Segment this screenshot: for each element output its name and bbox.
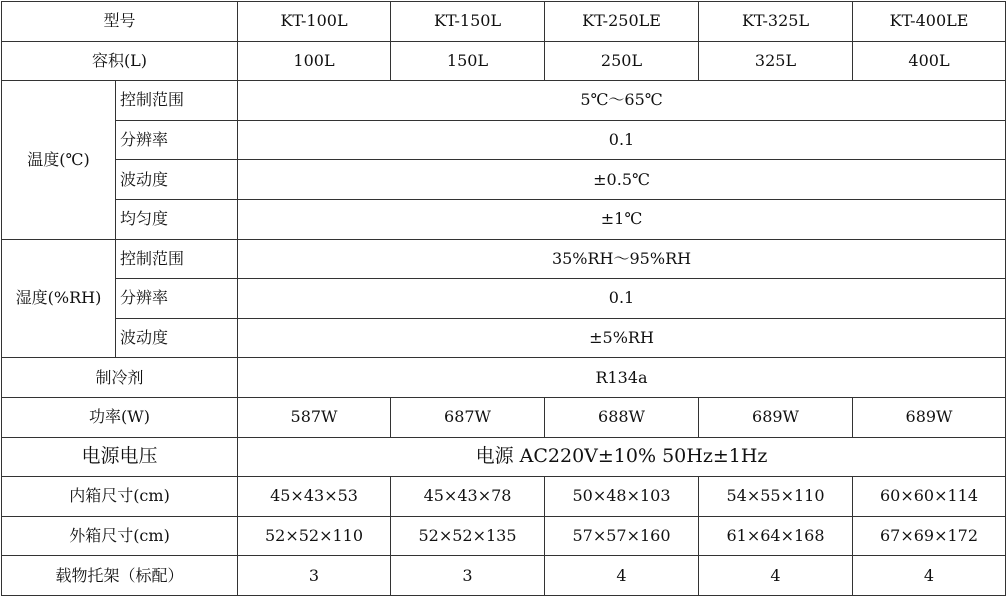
humidity-value: ±5%RH	[238, 318, 1006, 358]
temperature-sub-label: 波动度	[116, 160, 238, 200]
power-cell: 689W	[699, 397, 853, 437]
humidity-sub-label: 控制范围	[116, 239, 238, 279]
power-cell: 587W	[238, 397, 391, 437]
humidity-sub-label: 波动度	[116, 318, 238, 358]
temperature-row	[2, 81, 1006, 121]
power-label: 功率(W)	[2, 397, 238, 437]
temperature-sub-label: 分辨率	[116, 120, 238, 160]
shelves-cell: 4	[699, 556, 853, 596]
volume-cell: 150L	[391, 41, 545, 81]
volume-row	[2, 41, 1006, 81]
outer-size-row	[2, 516, 1006, 556]
humidity-value: 0.1	[238, 279, 1006, 319]
model-row	[2, 2, 1006, 42]
shelves-cell: 4	[853, 556, 1006, 596]
power-cell: 688W	[545, 397, 699, 437]
model-cell: KT-150L	[391, 2, 545, 42]
humidity-value: 35%RH～95%RH	[238, 239, 1006, 279]
outer-size-cell: 61×64×168	[699, 516, 853, 556]
humidity-sub-label: 分辨率	[116, 279, 238, 319]
refrigerant-row	[2, 358, 1006, 398]
supply-label: 电源电压	[2, 437, 238, 477]
inner-size-cell: 45×43×78	[391, 477, 545, 517]
shelves-cell: 4	[545, 556, 699, 596]
inner-size-cell: 54×55×110	[699, 477, 853, 517]
model-cell: KT-100L	[238, 2, 391, 42]
humidity-row	[2, 239, 1006, 279]
outer-size-cell: 67×69×172	[853, 516, 1006, 556]
shelves-cell: 3	[238, 556, 391, 596]
volume-cell: 100L	[238, 41, 391, 81]
volume-label: 容积(L)	[2, 41, 238, 81]
humidity-row	[2, 279, 1006, 319]
outer-size-cell: 52×52×135	[391, 516, 545, 556]
model-cell: KT-400LE	[853, 2, 1006, 42]
outer-size-cell: 57×57×160	[545, 516, 699, 556]
temperature-row	[2, 120, 1006, 160]
volume-cell: 250L	[545, 41, 699, 81]
supply-row	[2, 437, 1006, 477]
power-cell: 689W	[853, 397, 1006, 437]
temperature-value: 5℃～65℃	[238, 81, 1006, 121]
temperature-sub-label: 均匀度	[116, 199, 238, 239]
outer-size-cell: 52×52×110	[238, 516, 391, 556]
outer-size-label: 外箱尺寸(cm)	[2, 516, 238, 556]
inner-size-cell: 60×60×114	[853, 477, 1006, 517]
volume-cell: 400L	[853, 41, 1006, 81]
model-cell: KT-325L	[699, 2, 853, 42]
power-row	[2, 397, 1006, 437]
humidity-group-label: 湿度(%RH)	[2, 239, 116, 358]
temperature-sub-label: 控制范围	[116, 81, 238, 121]
shelves-label: 载物托架（标配）	[2, 556, 238, 596]
inner-size-row	[2, 477, 1006, 517]
humidity-row	[2, 318, 1006, 358]
spec-table	[1, 1, 1006, 596]
temperature-value: 0.1	[238, 120, 1006, 160]
inner-size-cell: 50×48×103	[545, 477, 699, 517]
shelves-cell: 3	[391, 556, 545, 596]
shelves-row	[2, 556, 1006, 596]
temperature-row	[2, 199, 1006, 239]
model-label: 型号	[2, 2, 238, 42]
temperature-group-label: 温度(℃)	[2, 81, 116, 239]
inner-size-cell: 45×43×53	[238, 477, 391, 517]
model-cell: KT-250LE	[545, 2, 699, 42]
supply-value: 电源 AC220V±10% 50Hz±1Hz	[238, 437, 1006, 477]
temperature-row	[2, 160, 1006, 200]
temperature-value: ±1℃	[238, 199, 1006, 239]
volume-cell: 325L	[699, 41, 853, 81]
temperature-value: ±0.5℃	[238, 160, 1006, 200]
power-cell: 687W	[391, 397, 545, 437]
refrigerant-label: 制冷剂	[2, 358, 238, 398]
refrigerant-value: R134a	[238, 358, 1006, 398]
inner-size-label: 内箱尺寸(cm)	[2, 477, 238, 517]
